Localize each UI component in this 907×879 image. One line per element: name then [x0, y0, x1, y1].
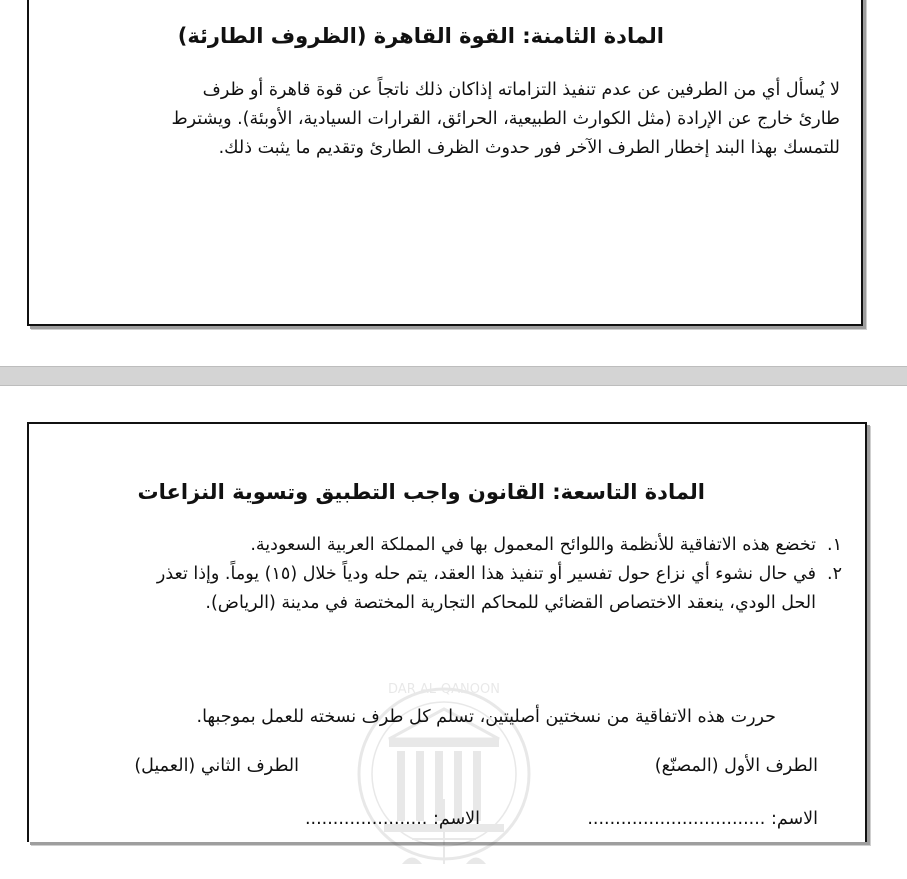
article-8-line-2: طارئ خارج عن الإرادة (مثل الكوارث الطبيعية، الحرائق، القرارات السيادية، الأوبئة). ويشترط [171, 109, 840, 129]
party-1-label: الطرف الأول (المصنّع) [654, 756, 818, 776]
clause-1-line-1: تخضع هذه الاتفاقية للأنظمة واللوائح المعمول بها في المملكة العربية السعودية. [250, 535, 816, 555]
page-separator [0, 366, 907, 386]
clause-2-number: ٢. [827, 564, 842, 584]
clause-2 [52, 560, 842, 618]
page-top [0, 0, 907, 366]
article-8-frame [27, 0, 863, 326]
watermark-text: DAR AL-QANOON [388, 682, 500, 697]
party-1-name-row [587, 809, 818, 829]
clause-1-number: ١. [827, 535, 842, 555]
closing-statement: حررت هذه الاتفاقية من نسختين أصليتين، تسلم كل طرف نسخته للعمل بموجبها. [196, 707, 776, 727]
article-9-clauses [52, 531, 842, 618]
party-1-name-label: الاسم: [770, 809, 818, 829]
clause-2-line-1: في حال نشوء أي نزاع حول تفسير أو تنفيذ هذا العقد، يتم حله ودياً خلال (١٥) يوماً. وإذا تعذر [156, 564, 816, 584]
clause-2-line-2: الحل الودي، ينعقد الاختصاص القضائي للمحاكم التجارية المختصة في مدينة (الرياض). [205, 593, 816, 613]
party-1-name-dots: ................................ [587, 809, 766, 829]
clause-1 [52, 531, 842, 560]
party-2-name-label: الاسم: [432, 809, 480, 829]
page-bottom [0, 386, 907, 835]
article-8-line-3: للتمسك بهذا البند إخطار الطرف الآخر فور حدوث الظرف الطارئ وتقديم ما يثبت ذلك. [218, 138, 840, 158]
article-9-frame [27, 422, 867, 842]
party-2-name-dots: ...................... [304, 809, 428, 829]
party-2-label: الطرف الثاني (العميل) [134, 756, 299, 776]
article-9-title: المادة التاسعة: القانون واجب التطبيق وتسوية النزاعات [137, 480, 705, 504]
article-8-body [50, 76, 840, 163]
article-8-title: المادة الثامنة: القوة القاهرة (الظروف الطارئة) [177, 24, 664, 48]
article-8-line-1: لا يُسأل أي من الطرفين عن عدم تنفيذ التزاماته إذاكان ذلك ناتجاً عن قوة قاهرة أو ظرف [202, 80, 840, 100]
party-2-name-row [305, 809, 480, 829]
